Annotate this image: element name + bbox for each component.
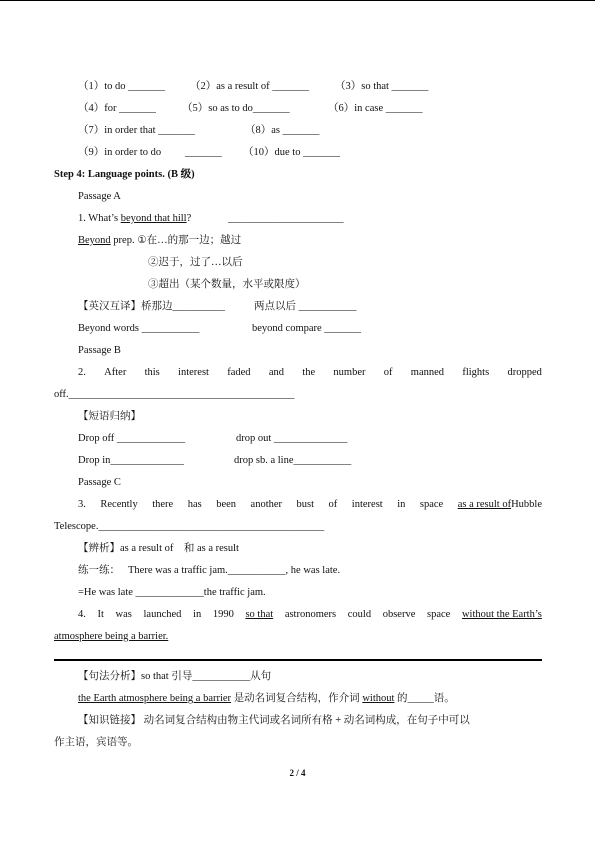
syntax-phrase: the Earth atmosphere being a barrier xyxy=(78,693,232,704)
syntax-label: 【句法分析】so that 引导___________从句 xyxy=(78,671,272,682)
q2-word: After xyxy=(104,367,127,378)
q2-word: of xyxy=(383,367,393,378)
q3-word: been xyxy=(216,499,237,510)
q4-word: space xyxy=(427,609,451,620)
q3-word: interest xyxy=(351,499,383,510)
q3-word: 3. xyxy=(78,499,86,510)
without-word: without xyxy=(362,693,395,704)
phrase-summary-label: 【短语归纳】 xyxy=(78,411,141,422)
q3-word: bust xyxy=(296,499,315,510)
q4-word: observe xyxy=(382,609,416,620)
q2-word: and xyxy=(268,367,285,378)
beyond-def-2: ②迟于，过了…以后 xyxy=(148,257,243,268)
q4-word: was xyxy=(115,609,132,620)
beyond-word: Beyond xyxy=(78,235,111,246)
question-2-line-1 xyxy=(78,366,542,380)
q2-word: number xyxy=(333,367,366,378)
q3-word: space xyxy=(419,499,444,510)
q4-word: launched xyxy=(143,609,182,620)
question-4-line-2: atmosphere being a barrier. xyxy=(54,631,169,642)
q1-prefix: 1. What’s xyxy=(78,213,121,224)
item-3: （3）so that _______ xyxy=(335,81,429,92)
beyond-words: Beyond words ___________ xyxy=(78,323,200,334)
drop-in: Drop in______________ xyxy=(78,455,184,466)
question-4-line-1 xyxy=(78,608,542,622)
item-7: （7）in order that _______ xyxy=(78,125,195,136)
q2-word: flights xyxy=(462,367,490,378)
drop-off: Drop off _____________ xyxy=(78,433,186,444)
q4-word: in xyxy=(193,609,202,620)
question-2-line-2: off.___________________________________________ xyxy=(54,389,295,400)
translate-label: 【英汉互译】桥那边__________ xyxy=(78,301,225,312)
item-8: （8）as _______ xyxy=(245,125,320,136)
q3-word: of xyxy=(328,499,338,510)
q2-word: 2. xyxy=(78,367,86,378)
q4-so-that: so that xyxy=(245,609,274,620)
beyond-def-1-text: prep. ①在…的那一边；越过 xyxy=(110,235,242,246)
q3-word: another xyxy=(250,499,283,510)
q3-underlined: as a result of xyxy=(457,499,512,510)
item-5: （5）so as to do_______ xyxy=(182,103,290,114)
q3-word: Recently xyxy=(100,499,138,510)
step4-heading: Step 4: Language points. (B 级) xyxy=(54,169,195,180)
q4-word: could xyxy=(347,609,372,620)
q4-word: 4. xyxy=(78,609,86,620)
passage-c-label: Passage C xyxy=(78,477,121,488)
q2-word: this xyxy=(144,367,160,378)
item-2: （2）as a result of _______ xyxy=(190,81,309,92)
practice-line-2: =He was late _____________the traffic jam. xyxy=(78,587,266,598)
drop-out: drop out ______________ xyxy=(236,433,348,444)
q4-word: astronomers xyxy=(284,609,337,620)
practice-sentence: There was a traffic jam.___________, he was late. xyxy=(128,565,341,576)
knowledge-link-line-2: 作主语，宾语等。 xyxy=(54,737,138,748)
passage-a-label: Passage A xyxy=(78,191,121,202)
beyond-compare: beyond compare _______ xyxy=(252,323,362,334)
item-9-blank: _______ xyxy=(185,147,222,158)
q4-underlined-tail: without the Earth’s xyxy=(461,609,542,620)
analysis-label: 【辨析】as a result of 和 as a result xyxy=(78,543,239,554)
syntax-phrase-text: 是动名词复合结构，作介词 xyxy=(231,693,363,704)
section-divider xyxy=(54,659,542,661)
syntax-phrase-line xyxy=(78,692,455,706)
item-9: （9）in order to do xyxy=(78,147,162,158)
q3-word xyxy=(458,498,542,512)
passage-b-label: Passage B xyxy=(78,345,121,356)
q3-word: there xyxy=(152,499,174,510)
q3-tail: Hubble xyxy=(511,499,542,510)
page-top-border xyxy=(0,0,595,1)
question-3-line-1 xyxy=(78,498,542,512)
page-number: 2 / 4 xyxy=(289,768,306,778)
q2-word: manned xyxy=(410,367,445,378)
knowledge-link-line-1: 【知识链接】 动名词复合结构由物主代词或名词所有格 + 动名词构成，在句子中可以 xyxy=(78,715,470,726)
q1-underlined: beyond that hill xyxy=(120,213,187,224)
item-6: （6）in case _______ xyxy=(328,103,423,114)
q1-blank: ______________________ xyxy=(228,213,344,224)
q4-word: 1990 xyxy=(212,609,234,620)
q1-suffix: ? xyxy=(186,213,192,224)
practice-line xyxy=(78,564,340,578)
question-1 xyxy=(78,212,191,226)
q3-word: in xyxy=(397,499,406,510)
item-10: （10）due to _______ xyxy=(243,147,340,158)
practice-label: 练一练： xyxy=(78,565,120,576)
q2-word: interest xyxy=(178,367,209,378)
q3-word: has xyxy=(187,499,202,510)
item-4: （4）for _______ xyxy=(78,103,156,114)
beyond-def-3: ③超出（某个数量，水平或限度） xyxy=(148,279,306,290)
question-3-line-2: Telescope.___________________________________________ xyxy=(54,521,325,532)
q4-word: It xyxy=(97,609,104,620)
translate-item-2: 两点以后 ___________ xyxy=(254,301,357,312)
q2-word: faded xyxy=(227,367,251,378)
q2-word: the xyxy=(302,367,316,378)
syntax-phrase-end: 的_____语。 xyxy=(394,693,455,704)
item-1: （1）to do _______ xyxy=(78,81,165,92)
beyond-def-1 xyxy=(78,234,241,248)
drop-sb-a-line: drop sb. a line___________ xyxy=(234,455,352,466)
q2-word: dropped xyxy=(507,367,542,378)
